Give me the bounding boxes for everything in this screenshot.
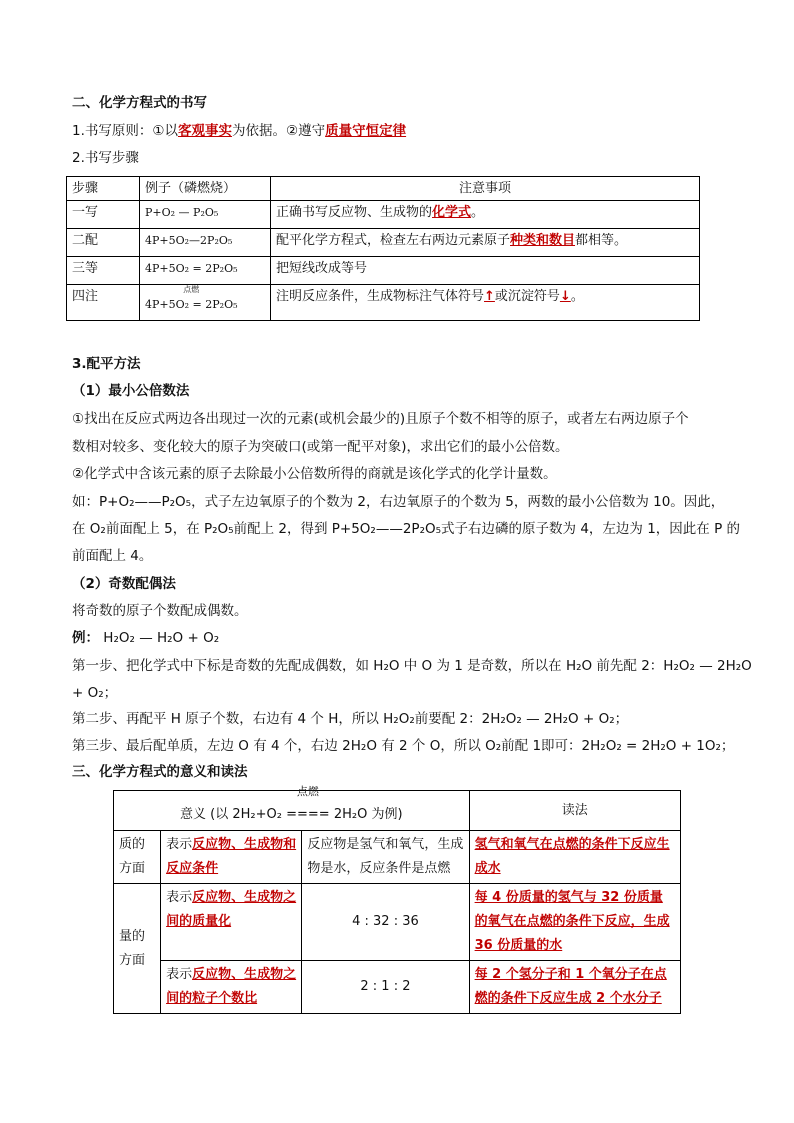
header-notes: 注意事项 <box>271 177 700 201</box>
writing-steps-table <box>66 176 700 321</box>
lcm-method-title: （1）最小公倍数法 <box>72 383 190 399</box>
odd-even-step: 第二步、再配平 H 原子个数，右边有 4 个 H，所以 H₂O₂前要配 2：2H₂O₂ — 2H₂O + O₂； <box>72 711 629 727</box>
table-row: 一写 P+O₂ — P₂O₅ 正确书写反应物、生成物的化学式。 <box>67 201 700 229</box>
table-row: 表示反应物、生成物之间的粒子个数比 2 : 1 : 2 每 2 个氢分子和 1 个氧分子在点燃的条件下反应生成 2 个水分子 <box>114 961 681 1014</box>
lcm-example: 如：P+O₂——P₂O₅，式子左边氧原子的个数为 2，右边氧原子的个数为 5，两数的最小公倍数为 10。因此， <box>72 494 725 510</box>
table-row: 质的方面 表示反应物、生成物和反应条件 反应物是氢气和氧气，生成物是水，反应条件是点燃 氢气和氧气在点燃的条件下反应生成水 <box>114 831 681 884</box>
table-row: 四注 点燃 4P+5O₂ = 2P₂O₅ 注明反应条件，生成物标注气体符号↑或沉淀符号↓。 <box>67 285 700 321</box>
table-row: 二配 4P+5O₂—2P₂O₅ 配平化学方程式，检查左右两边元素原子种类和数目都相等。 <box>67 229 700 257</box>
odd-even-step: 第三步、最后配单质，左边 O 有 4 个，右边 2H₂O 有 2 个 O，所以 O₂前配 1即可：2H₂O₂ = 2H₂O + 1O₂； <box>72 738 735 754</box>
lcm-paragraph: ②化学式中含该元素的原子去除最小公倍数所得的商就是该化学式的化学计量数。 <box>72 466 557 482</box>
lcm-paragraph: 数相对较多、变化较大的原子为突破口(或第一配平对象)，求出它们的最小公倍数。 <box>72 439 569 455</box>
table-header-row <box>114 791 681 831</box>
ignition-condition: 点燃 <box>296 784 319 798</box>
lcm-example: 前面配上 4。 <box>72 548 153 564</box>
lcm-example: 在 O₂前面配上 5，在 P₂O₅前配上 2，得到 P+5O₂——2P₂O₅式子右边磷的原子数为 4，左边为 1，因此在 P 的 <box>72 521 741 537</box>
meaning-table <box>113 784 681 1014</box>
odd-even-example: 例： H₂O₂ — H₂O + O₂ <box>72 630 220 646</box>
odd-even-step: 第一步、把化学式中下标是奇数的先配成偶数，如 H₂O 中 O 为 1 是奇数，所以在 H₂O 前先配 2：H₂O₂ — 2H₂O <box>72 658 752 674</box>
header-example: 例子（磷燃烧） <box>140 177 271 201</box>
objective-fact: 客观事实 <box>177 123 232 139</box>
odd-even-step: + O₂； <box>72 685 118 701</box>
ignition-condition: 点燃 <box>183 285 200 294</box>
balancing-methods-title: 3.配平方法 <box>72 356 141 372</box>
section-title-meaning: 三、化学方程式的意义和读法 <box>72 764 248 780</box>
table-row: 量的方面 表示反应物、生成物之间的质量化 4 : 32 : 36 每 4 份质量的氢气与 32 份质量的氧气在点燃的条件下反应，生成 36 份质量的水 <box>114 884 681 961</box>
table-header-row <box>67 177 700 201</box>
header-reading: 读法 <box>469 791 680 831</box>
lcm-paragraph: ①找出在反应式两边各出现过一次的元素(或机会最少的)且原子个数不相等的原子，或者左右两边原子个 <box>72 411 689 427</box>
section-title-writing: 二、化学方程式的书写 <box>72 95 207 111</box>
header-step: 步骤 <box>67 177 140 201</box>
writing-principle: 1.书写原则：①以客观事实为依据。②遵守质量守恒定律 <box>72 123 407 139</box>
condition-equation: 点燃 4P+5O₂ = 2P₂O₅ <box>145 285 238 311</box>
mass-conservation-law: 质量守恒定律 <box>325 123 407 139</box>
odd-even-paragraph: 将奇数的原子个数配成偶数。 <box>72 603 248 619</box>
gas-symbol: ↑ <box>484 289 495 304</box>
table-row: 三等 4P+5O₂ = 2P₂O₅ 把短线改成等号 <box>67 257 700 285</box>
odd-even-method-title: （2）奇数配偶法 <box>72 576 176 592</box>
header-meaning: 意义 (以 2H₂+O₂ 点燃 ==== 2H₂O 为例) <box>114 791 470 831</box>
steps-title: 2.书写步骤 <box>72 150 139 166</box>
precipitate-symbol: ↓ <box>559 289 571 304</box>
